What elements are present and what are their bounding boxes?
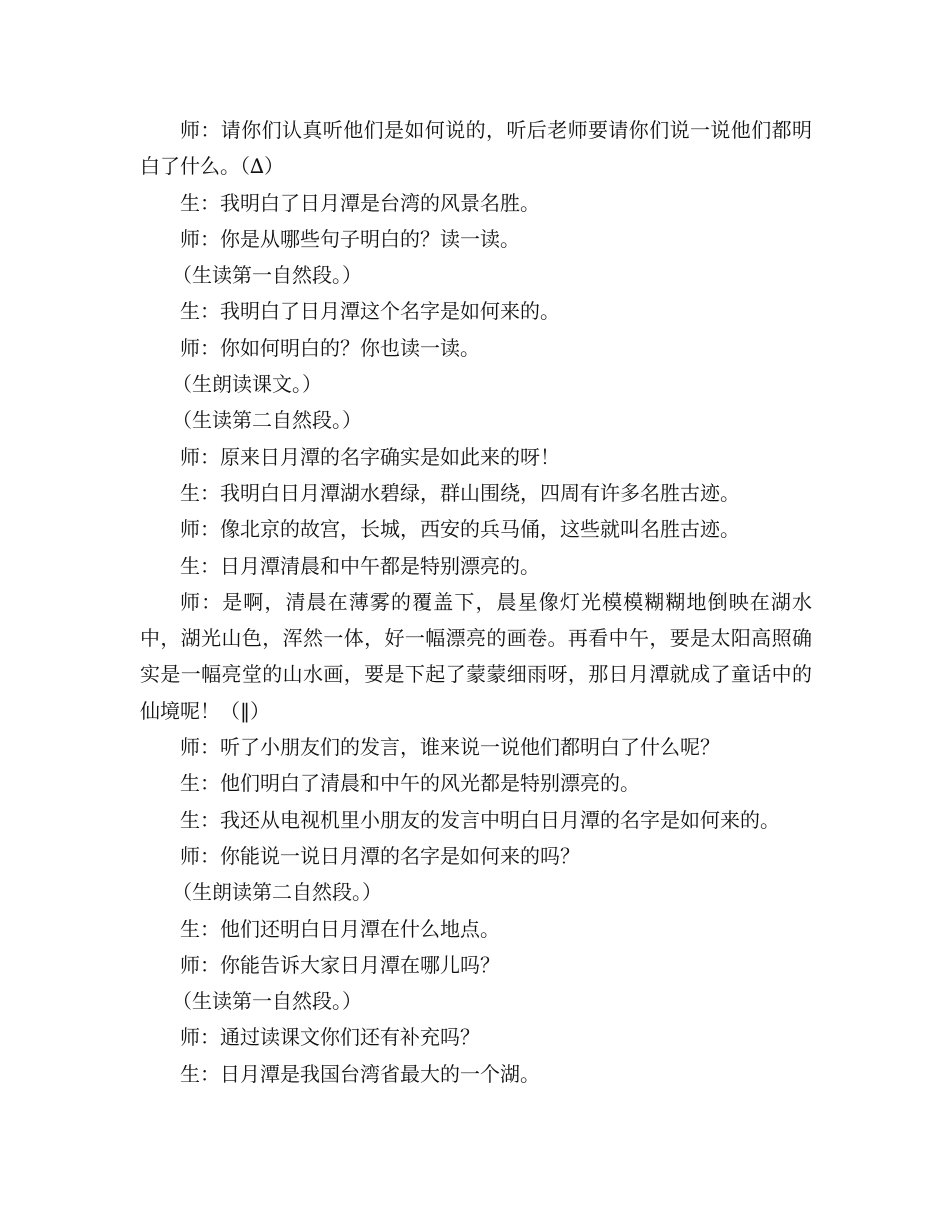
paragraph-17: 师：你能说一说日月潭的名字是如何来的吗？: [180, 843, 580, 868]
paragraph-13: 师：是啊，清晨在薄雾的覆盖下，晨星像灯光模模糊糊地倒映在湖水中，湖光山色，浑然一体，好一幅漂亮的画卷。再看中午，要是太阳高照确实是一幅亮堂的山水画，要是下起了蒙蒙细雨呀，那日月潭就成了童话中的仙境呢！（‖）: [140, 589, 812, 723]
paragraph-14: 师：听了小朋友们的发言，谁来说一说他们都明白了什么呢？: [180, 735, 720, 760]
paragraph-4: （生读第一自然段。）: [172, 263, 362, 288]
paragraph-19: 生：他们还明白日月潭在什么地点。: [180, 916, 500, 941]
paragraph-15: 生：他们明白了清晨和中午的风光都是特别漂亮的。: [180, 771, 640, 796]
paragraph-11: 师：像北京的故宫，长城，西安的兵马俑，这些就叫名胜古迹。: [180, 517, 740, 542]
paragraph-16: 生：我还从电视机里小朋友的发言中明白日月潭的名字是如何来的。: [180, 807, 780, 832]
paragraph-18: （生朗读第二自然段。）: [172, 880, 382, 905]
paragraph-5: 生：我明白了日月潭这个名字是如何来的。: [180, 299, 560, 324]
paragraph-23: 生：日月潭是我国台湾省最大的一个湖。: [180, 1061, 540, 1086]
paragraph-1: 师：请你们认真听他们是如何说的，听后老师要请你们说一说他们都明白了什么。（∆）: [140, 118, 812, 179]
paragraph-8: （生读第二自然段。）: [172, 408, 362, 433]
paragraph-12: 生：日月潭清晨和中午都是特别漂亮的。: [180, 553, 540, 578]
paragraph-20: 师：你能告诉大家日月潭在哪儿吗？: [180, 952, 500, 977]
paragraph-21: （生读第一自然段。）: [172, 989, 362, 1014]
paragraph-3: 师：你是从哪些句子明白的？读一读。: [180, 226, 520, 251]
paragraph-7: （生朗读课文。）: [172, 372, 322, 397]
paragraph-6: 师：你如何明白的？你也读一读。: [180, 335, 480, 360]
document-body: [140, 112, 812, 1092]
paragraph-2: 生：我明白了日月潭是台湾的风景名胜。: [180, 190, 540, 215]
paragraph-9: 师：原来日月潭的名字确实是如此来的呀！: [180, 444, 560, 469]
paragraph-10: 生：我明白日月潭湖水碧绿，群山围绕，四周有许多名胜古迹。: [180, 480, 740, 505]
paragraph-22: 师：通过读课文你们还有补充吗？: [180, 1025, 480, 1050]
